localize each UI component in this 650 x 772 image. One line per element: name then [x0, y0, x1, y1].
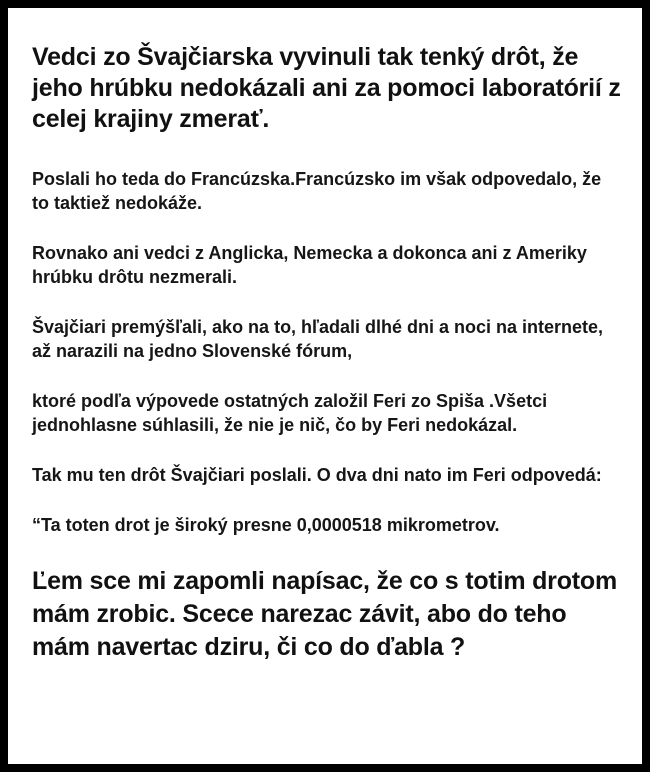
- paragraph-sent: Tak mu ten drôt Švajčiari poslali. O dva dni nato im Feri odpovedá:: [32, 465, 602, 485]
- paragraph-search: Švajčiari premýšľali, ako na to, hľadali dlhé dni a noci na internete, až narazili na jedno Slovenské fórum,: [32, 317, 604, 361]
- paragraph-france: Poslali ho teda do Francúzska.Francúzsko im však odpovedalo, že to taktiež nedokáže.: [32, 169, 602, 213]
- paragraph-answer: “Ta toten drot je široký presne 0,0000518 mikrometrov.: [32, 515, 500, 535]
- headline: Vedci zo Švajčiarska vyvinuli tak tenký drôt, že jeho hrúbku nedokázali ani za pomoci laboratórií z celej krajiny zmerať.: [32, 43, 621, 133]
- paragraph-feri: ktoré podľa výpovede ostatných založil Feri zo Spiša .Všetci jednohlasne súhlasili, že nie je nič, čo by Feri nedokázal.: [32, 391, 548, 435]
- closing-text: Ľem sce mi zapomli napísac, že co s totim drotom mám zrobic. Scece narezac závit, abo do teho mám navertac dziru, či co do ďabla ?: [32, 567, 617, 661]
- paragraph-other-countries: Rovnako ani vedci z Anglicka, Nemecka a dokonca ani z Ameriky hrúbku drôtu nezmerali.: [32, 243, 587, 287]
- meme-card: [8, 8, 642, 764]
